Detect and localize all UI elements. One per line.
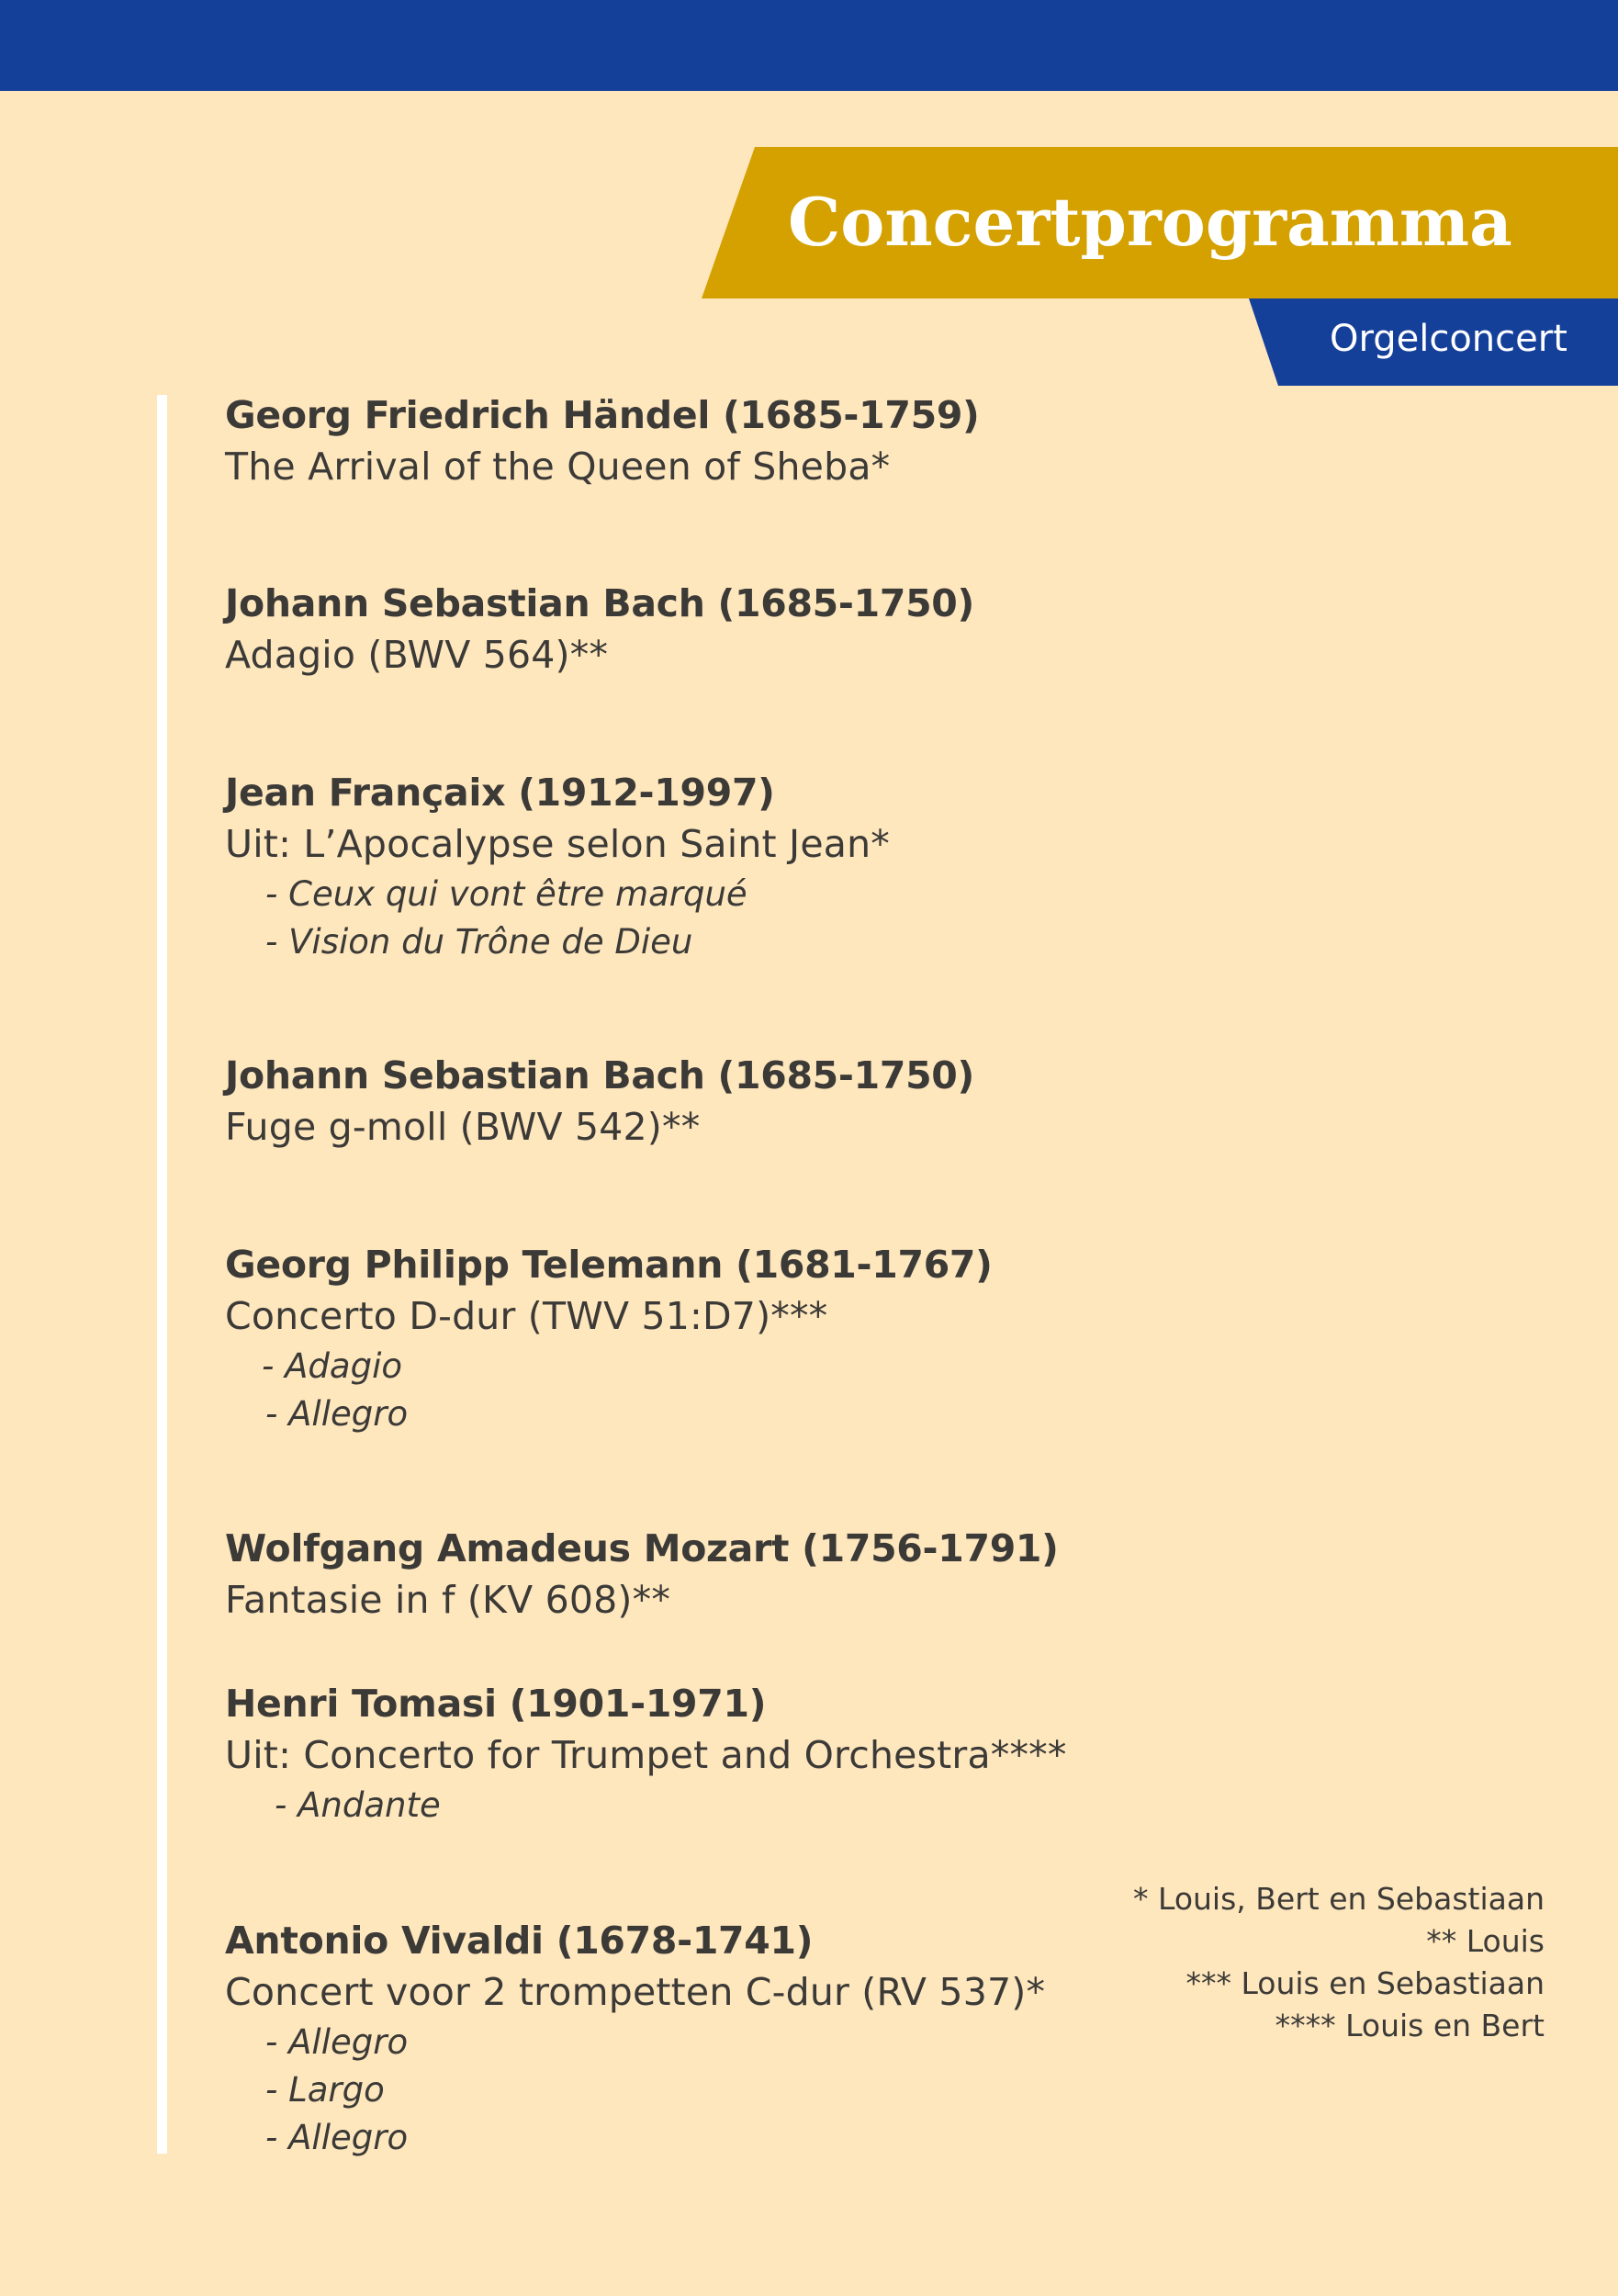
- footnote: * Louis, Bert en Sebastiaan: [1133, 1881, 1545, 1917]
- movement: - Vision du Trône de Dieu: [265, 922, 693, 962]
- program-item: [225, 1678, 1143, 1829]
- footnote: *** Louis en Sebastiaan: [1185, 1965, 1545, 2001]
- movement: - Allegro: [265, 2118, 409, 2157]
- program-item: [225, 1915, 1143, 2162]
- work-title: Uit: L’Apocalypse selon Saint Jean*: [225, 822, 890, 866]
- performer-footnotes: [1133, 1878, 1545, 2047]
- composer-name: Henri Tomasi (1901-1971): [225, 1682, 767, 1726]
- top-color-band: [0, 0, 1618, 91]
- page-title: Concertprogramma: [788, 183, 1512, 261]
- footnote: **** Louis en Bert: [1275, 2008, 1545, 2043]
- program-item: [225, 389, 1143, 493]
- footnote: ** Louis: [1426, 1923, 1545, 1959]
- program-item: [225, 578, 1143, 681]
- page-subtitle: Orgelconcert: [1330, 318, 1567, 360]
- movement: - Ceux qui vont être marqué: [265, 874, 747, 914]
- decorative-side-line: [157, 395, 167, 2154]
- work-title: Adagio (BWV 564)**: [225, 633, 609, 677]
- work-title: Concert voor 2 trompetten C-dur (RV 537)*: [225, 1970, 1046, 2014]
- program-item: [225, 767, 1143, 966]
- work-title: Fuge g-moll (BWV 542)**: [225, 1105, 701, 1149]
- composer-name: Antonio Vivaldi (1678-1741): [225, 1919, 814, 1963]
- composer-name: Johann Sebastian Bach (1685-1750): [225, 581, 974, 625]
- movement: - Allegro: [265, 2022, 409, 2062]
- movement: - Andante: [275, 1785, 441, 1825]
- work-title: Concerto D-dur (TWV 51:D7)***: [225, 1294, 828, 1338]
- movement: - Allegro: [265, 1394, 409, 1434]
- program-item: [225, 1050, 1143, 1154]
- work-title: The Arrival of the Queen of Sheba*: [225, 445, 891, 489]
- composer-name: Wolfgang Amadeus Mozart (1756-1791): [225, 1526, 1059, 1570]
- composer-name: Johann Sebastian Bach (1685-1750): [225, 1053, 974, 1097]
- composer-name: Georg Friedrich Händel (1685-1759): [225, 393, 980, 437]
- work-title: Uit: Concerto for Trumpet and Orchestra****: [225, 1733, 1067, 1777]
- program-item: [225, 1239, 1143, 1438]
- movement: - Adagio: [262, 1346, 402, 1386]
- movement: - Largo: [265, 2070, 385, 2110]
- composer-name: Jean Françaix (1912-1997): [225, 771, 775, 815]
- composer-name: Georg Philipp Telemann (1681-1767): [225, 1243, 993, 1287]
- work-title: Fantasie in f (KV 608)**: [225, 1578, 671, 1622]
- program-item: [225, 1523, 1143, 1626]
